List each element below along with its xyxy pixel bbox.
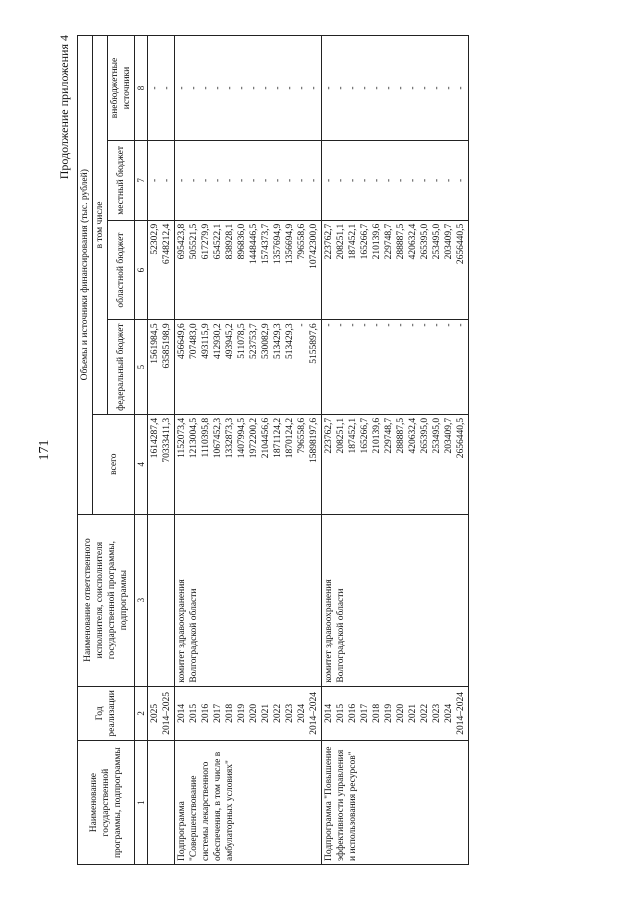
executor-cell bbox=[148, 514, 175, 686]
continuation-title: Продолжение приложения 4 bbox=[57, 35, 71, 180]
extra-cell: - - bbox=[148, 36, 175, 141]
column-index: 6 bbox=[135, 220, 148, 320]
federal-cell: 456649,6 707483,0 493115,9 412930,2 493945,2 511078,5 523753,7 530082,9 513429,3 513429,3 - 5155897,6 bbox=[175, 320, 322, 414]
executor-cell: комитет здравоохранения Волгоградской области bbox=[322, 514, 469, 686]
program-name-cell: Подпрограмма "Совершенствование системы лекарственного обеспечения, в том числе в амбулаторных условиях" bbox=[175, 741, 322, 865]
local-cell: - - - - - - - - - - - - bbox=[175, 140, 322, 220]
column-index: 7 bbox=[135, 140, 148, 220]
header-program-name: Наименование государственной программы, подпрограммы bbox=[78, 741, 135, 865]
regional-cell: 52302,9 6748212,4 bbox=[148, 220, 175, 320]
header-local: местный бюджет bbox=[108, 140, 135, 220]
column-index: 1 bbox=[135, 741, 148, 865]
header-federal: федеральный бюджет bbox=[108, 320, 135, 414]
column-index: 4 bbox=[135, 414, 148, 514]
header-in-that-number: в том числе bbox=[93, 36, 108, 415]
header-extra: внебюджетные источники bbox=[108, 36, 135, 141]
header-executor: Наименование ответственного исполнителя, соисполнителя государственной программы, подпрограммы bbox=[78, 514, 135, 686]
local-cell: - - - - - - - - - - - - bbox=[322, 140, 469, 220]
extra-cell: - - - - - - - - - - - - bbox=[322, 36, 469, 141]
header-total: всего bbox=[93, 414, 135, 514]
rotated-content bbox=[35, 35, 605, 865]
column-index: 3 bbox=[135, 514, 148, 686]
column-index: 5 bbox=[135, 320, 148, 414]
federal-cell: - - - - - - - - - - - - bbox=[322, 320, 469, 414]
years-cell: 2014 2015 2016 2017 2018 2019 2020 2021 2022 2023 2024 2014–2024 bbox=[175, 686, 322, 741]
local-cell: - - bbox=[148, 140, 175, 220]
financing-table-container bbox=[77, 35, 597, 865]
regional-cell: 695423,8 505521,5 617279,9 654522,1 838928,1 896836,0 1448446,5 1574373,7 1357694,9 1356694,9 796558,6 10742300,0 bbox=[175, 220, 322, 320]
header-regional: областной бюджет bbox=[108, 220, 135, 320]
page-number: 171 bbox=[37, 439, 52, 461]
header-financing: Объемы и источники финансирования (тыс. рублей) bbox=[78, 36, 93, 515]
table-row bbox=[322, 36, 469, 865]
column-index: 2 bbox=[135, 686, 148, 741]
extra-cell: - - - - - - - - - - - - bbox=[175, 36, 322, 141]
executor-cell: комитет здравоохранения Волгоградской области bbox=[175, 514, 322, 686]
column-index: 8 bbox=[135, 36, 148, 141]
years-cell: 2014 2015 2016 2017 2018 2019 2020 2021 2022 2023 2024 2014–2024 bbox=[322, 686, 469, 741]
total-cell: 1614287,4 70333411,3 bbox=[148, 414, 175, 514]
program-name-cell bbox=[148, 741, 175, 865]
table-row bbox=[148, 36, 175, 865]
program-name-cell: Подпрограмма "Повышение эффективности управления и использования ресурсов" bbox=[322, 741, 469, 865]
table-row bbox=[175, 36, 322, 865]
federal-cell: 1561984,5 63585198,9 bbox=[148, 320, 175, 414]
years-cell: 2025 2014–2025 bbox=[148, 686, 175, 741]
header-year: Год реализации bbox=[78, 686, 135, 741]
regional-cell: 223762,7 208251,1 187452,1 165266,7 210139,6 229748,7 288887,5 420632,4 265395,0 253495,0 203409,7 2656440,5 bbox=[322, 220, 469, 320]
total-cell: 1152073,4 1213004,5 1110395,8 1067452,3 1332873,3 1407994,5 1972200,2 2104456,6 1871124,2 1870124,2 796558,6 15898197,6 bbox=[175, 414, 322, 514]
total-cell: 223762,7 208251,1 187452,1 165266,7 210139,6 229748,7 288887,5 420632,4 265395,0 253495,0 203409,7 2656440,5 bbox=[322, 414, 469, 514]
financing-table bbox=[77, 35, 469, 865]
